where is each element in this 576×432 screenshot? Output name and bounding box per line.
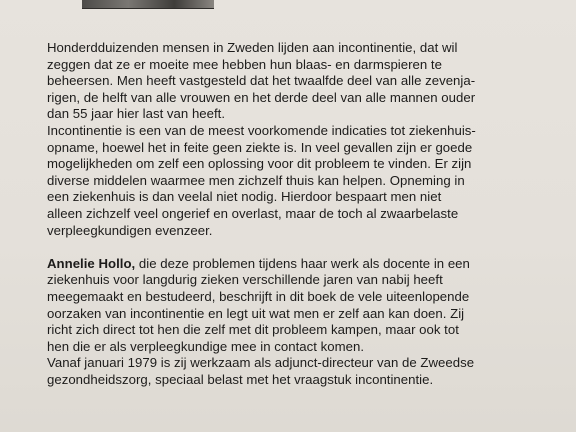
text-line: mogelijkheden om zelf een oplossing voor dit probleem te vinden. Er zijn bbox=[47, 156, 472, 172]
author-name: Annelie Hollo, bbox=[47, 255, 136, 271]
text-line: Incontinentie is een van de meest voorkomende indicaties tot ziekenhuis- bbox=[47, 122, 476, 138]
text-line: diverse middelen waarmee men zichzelf thuis kan helpen. Opneming in bbox=[47, 172, 465, 188]
text-line: opname, hoewel het in feite geen ziekte is. In veel gevallen zijn er goede bbox=[47, 139, 473, 155]
text-line: meegemaakt en bestudeerd, beschrijft in dit boek de vele uiteenlopende bbox=[47, 288, 470, 304]
text-line: Honderdduizenden mensen in Zweden lijden aan incontinentie, dat wil bbox=[47, 40, 458, 55]
paragraph-intro bbox=[47, 40, 562, 239]
blurb-text bbox=[47, 40, 562, 388]
text-line: dan 55 jaar hier last van heeft. bbox=[47, 106, 226, 122]
text-line: zeggen dat ze er moeite mee hebben hun blaas- en darmspieren te bbox=[47, 56, 442, 72]
text-line: richt zich direct tot hen die zelf met dit probleem kampen, maar ook tot bbox=[47, 322, 459, 338]
text-line: hen die er als verpleegkundige mee in contact komen. bbox=[47, 338, 364, 354]
text-line: alleen zichzelf veel ongerief en overlast, maar de toch al zwaarbelaste bbox=[47, 205, 459, 221]
text-line: oorzaken van incontinentie en legt uit wat men er zelf aan kan doen. Zij bbox=[47, 305, 465, 321]
text-line: Vanaf januari 1979 is zij werkzaam als adjunct-directeur van de Zweedse bbox=[47, 355, 475, 371]
text-line: een ziekenhuis is dan veelal niet nodig. Hierdoor bespaart men niet bbox=[47, 189, 442, 205]
text-line: gezondheidszorg, speciaal belast met het vraagstuk incontinentie. bbox=[47, 371, 434, 387]
text-line bbox=[47, 256, 562, 273]
text-line: rigen, de helft van alle vrouwen en het derde deel van alle mannen ouder bbox=[47, 89, 476, 105]
text-line: beheersen. Men heeft vastgesteld dat het twaalfde deel van alle zevenja- bbox=[47, 73, 476, 89]
author-photo-edge bbox=[82, 0, 214, 9]
text-line: ziekenhuis voor langdurig zieken verschillende jaren van nabij heeft bbox=[47, 272, 443, 288]
paragraph-author bbox=[47, 256, 562, 389]
text-fragment: die deze problemen tijdens haar werk als docente in een bbox=[135, 255, 470, 271]
paragraph-spacer bbox=[47, 239, 562, 256]
text-line: verpleegkundigen evenzeer. bbox=[47, 222, 213, 238]
